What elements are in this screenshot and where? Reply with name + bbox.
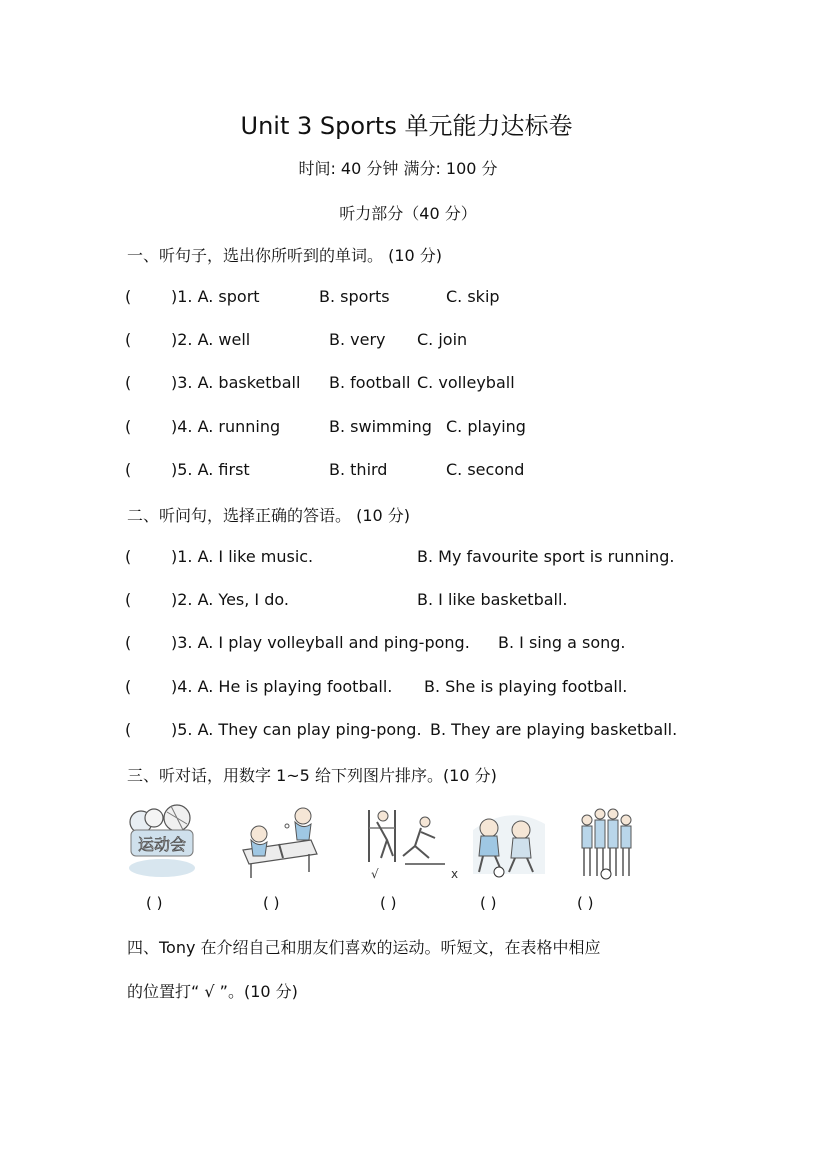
item-a: )5. A. first [171,460,250,479]
check-mark: √ [371,867,379,881]
item-c: C. skip [446,287,500,306]
item-b: B. swimming [329,417,432,436]
team-picture [573,800,639,882]
item-a: )4. A. running [171,417,281,436]
item-b: B. third [329,460,388,479]
bracket-3[interactable]: ( ) [380,894,397,912]
section1-heading: 一、听句子，选出你所听到的单词。 (10 分) [127,246,443,265]
answer-paren[interactable]: ( [125,287,132,306]
item-a: )3. A. basketball [171,373,301,392]
section2-heading: 二、听问句，选择正确的答语。 (10 分) [127,506,411,525]
ping-pong-picture [239,800,319,882]
item-b: B. She is playing football. [424,677,628,696]
section4-line1: 四、Tony 在介绍自己和朋友们喜欢的运动。听短文，在表格中相应 [127,938,601,957]
answer-paren[interactable]: ( [125,720,132,739]
page-title: Unit 3 Sports 单元能力达标卷 [240,112,573,140]
answer-paren[interactable]: ( [125,677,132,696]
answer-paren[interactable]: ( [125,330,132,349]
item-a: )1. A. sport [171,287,260,306]
item-a: )4. A. He is playing football. [171,677,393,696]
bracket-4[interactable]: ( ) [480,894,497,912]
answer-paren[interactable]: ( [125,633,132,652]
answer-paren[interactable]: ( [125,590,132,609]
answer-paren[interactable]: ( [125,460,132,479]
item-b: B. very [329,330,386,349]
item-b: B. I like basketball. [417,590,568,609]
item-a: )2. A. Yes, I do. [171,590,289,609]
section3-heading: 三、听对话，用数字 1~5 给下列图片排序。(10 分) [127,766,497,785]
item-a: )5. A. They can play ping-pong. [171,720,422,739]
picture-row [127,800,647,885]
item-b: B. football [329,373,411,392]
item-a: )2. A. well [171,330,251,349]
item-b: B. sports [319,287,390,306]
cross-mark: x [451,867,459,881]
item-b: B. I sing a song. [498,633,626,652]
item-b: B. They are playing basketball. [430,720,678,739]
time-info: 时间: 40 分钟 满分: 100 分 [298,159,498,178]
item-c: C. join [417,330,468,349]
item-b: B. My favourite sport is running. [417,547,675,566]
item-a: )3. A. I play volleyball and ping-pong. [171,633,470,652]
answer-paren[interactable]: ( [125,373,132,392]
answer-paren[interactable]: ( [125,547,132,566]
high-jump-picture [363,800,463,882]
item-c: C. second [446,460,525,479]
bracket-2[interactable]: ( ) [263,894,280,912]
sports-meet-picture [127,800,197,882]
item-c: C. volleyball [417,373,515,392]
bracket-5[interactable]: ( ) [577,894,594,912]
football-picture [469,800,549,882]
item-c: C. playing [446,417,526,436]
answer-paren[interactable]: ( [125,417,132,436]
part-title: 听力部分（40 分） [339,204,477,223]
section4-line2: 的位置打“ √ ”。(10 分) [127,982,298,1001]
picture-label: 运动会 [137,835,187,854]
bracket-1[interactable]: ( ) [146,894,163,912]
item-a: )1. A. I like music. [171,547,314,566]
